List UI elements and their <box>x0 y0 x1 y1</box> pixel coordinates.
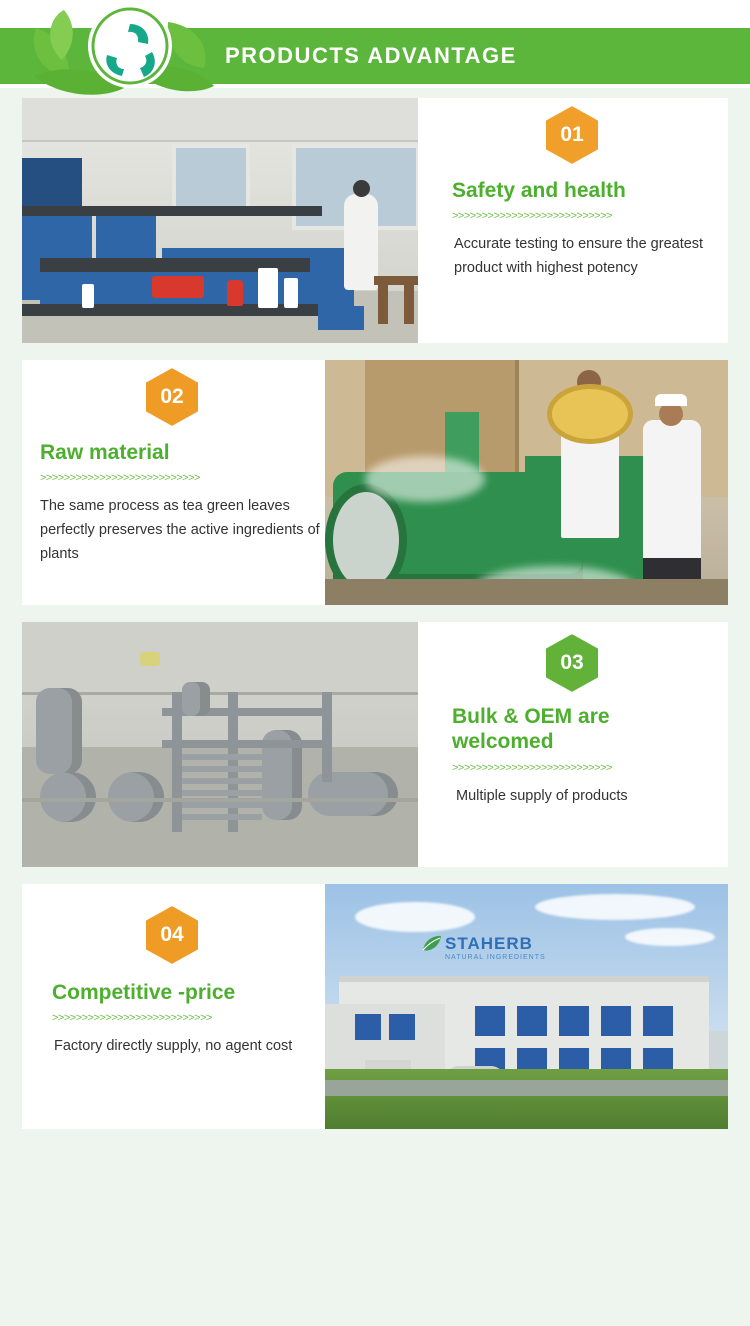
advantage-description-2: The same process as tea green leaves perfectly preserves the active ingredients of plants <box>40 498 320 562</box>
factory-brand: STAHERB <box>445 934 533 953</box>
advantage-number-badge-1 <box>544 104 600 166</box>
page-title: PRODUCTS ADVANTAGE <box>225 43 517 68</box>
advantage-row-4 <box>0 874 750 1136</box>
advantage-number-badge-4 <box>144 904 200 966</box>
staherb-factory-building-photo <box>325 884 728 1129</box>
advantage-row-1 <box>0 88 750 350</box>
advantage-description-3: Multiple supply of products <box>456 788 628 804</box>
advantage-number-2: 02 <box>160 385 184 408</box>
advantage-title-2: Raw material <box>40 441 170 464</box>
advantage-description-1: Accurate testing to ensure the greatest product with highest potency <box>454 236 704 276</box>
advantage-description-4: Factory directly supply, no agent cost <box>54 1038 293 1054</box>
arrow-divider-3: >>>>>>>>>>>>>>>>>>>>>>>>>>> <box>452 762 612 774</box>
factory-sign <box>445 934 546 961</box>
advantage-number-badge-3 <box>544 632 600 694</box>
factory-sub: NATURAL INGREDIENTS <box>445 954 546 961</box>
advantage-title-3: Bulk & OEM are welcomed <box>452 705 610 753</box>
extraction-factory-interior-photo <box>22 622 418 867</box>
laboratory-photo <box>22 98 418 343</box>
advantage-text-3 <box>430 622 730 867</box>
advantage-row-2 <box>0 350 750 612</box>
arrow-divider-1: >>>>>>>>>>>>>>>>>>>>>>>>>>> <box>452 210 612 222</box>
tea-roasting-machine-photo <box>325 360 728 605</box>
advantage-number-3: 03 <box>560 651 584 674</box>
advantage-text-1 <box>430 98 730 343</box>
arrow-divider-4: >>>>>>>>>>>>>>>>>>>>>>>>>>> <box>52 1012 212 1024</box>
advantage-number-4: 04 <box>160 923 184 946</box>
advantage-title-4: Competitive -price <box>52 981 236 1004</box>
advantage-number-badge-2 <box>144 366 200 428</box>
advantage-row-3 <box>0 612 750 874</box>
advantage-text-4 <box>34 884 334 1129</box>
page-header <box>0 0 750 88</box>
advantage-number-1: 01 <box>560 123 584 146</box>
arrow-divider-2: >>>>>>>>>>>>>>>>>>>>>>>>>>> <box>40 472 200 484</box>
advantage-title-1: Safety and health <box>452 179 626 202</box>
advantage-text-2 <box>34 360 334 605</box>
